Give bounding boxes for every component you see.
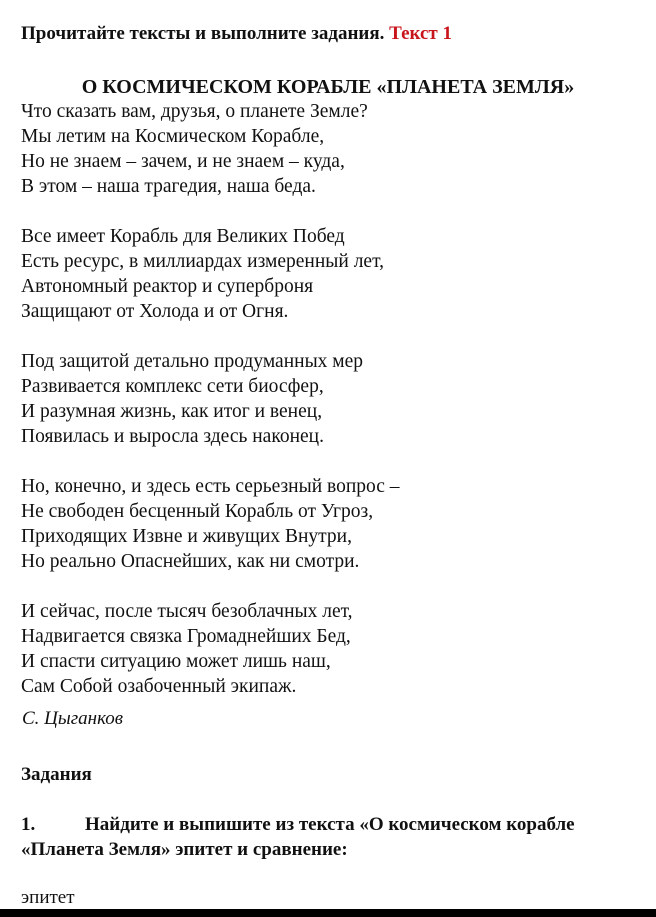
text-label: Текст 1 — [389, 23, 452, 44]
answer-label-epithet: эпитет — [21, 887, 75, 908]
stanza — [21, 599, 400, 699]
task-text-line-2: «Планета Земля» эпитет и сравнение: — [21, 839, 348, 860]
poem-line: Защищают от Холода и от Огня. — [21, 301, 289, 322]
instruction-header — [21, 23, 452, 45]
poem-line: Но, конечно, и здесь есть серьезный вопрос – — [21, 476, 400, 497]
poem-line: Мы летим на Космическом Корабле, — [21, 126, 325, 147]
poem-line: Надвигается связка Громаднейших Бед, — [21, 626, 351, 647]
poem-line: Но реально Опаснейших, как ни смотри. — [21, 551, 360, 572]
instruction-text: Прочитайте тексты и выполните задания. — [21, 23, 385, 44]
poem-author: С. Цыганков — [22, 708, 124, 729]
stanza — [21, 99, 400, 199]
poem-body — [21, 99, 400, 724]
poem-line: И разумная жизнь, как итог и венец, — [21, 401, 323, 422]
task-text-line-1: Найдите и выпишите из текста «О космическом корабле — [85, 814, 575, 835]
poem-line: Есть ресурс, в миллиардах измеренный лет, — [21, 251, 385, 272]
task-number: 1. — [21, 814, 36, 835]
tasks-heading: Задания — [21, 764, 92, 785]
poem-line: Автономный реактор и суперброня — [21, 276, 314, 297]
poem-line: Под защитой детально продуманных мер — [21, 351, 364, 372]
poem-line: И спасти ситуацию может лишь наш, — [21, 651, 331, 672]
stanza — [21, 349, 400, 449]
poem-line: Сам Собой озабоченный экипаж. — [21, 676, 297, 697]
poem-line: Не свободен бесценный Корабль от Угроз, — [21, 501, 374, 522]
poem-line: Все имеет Корабль для Великих Побед — [21, 226, 345, 247]
poem-line: Появилась и выросла здесь наконец. — [21, 426, 324, 447]
poem-line: И сейчас, после тысяч безоблачных лет, — [21, 601, 353, 622]
poem-line: В этом – наша трагедия, наша беда. — [21, 176, 316, 197]
stanza — [21, 224, 400, 324]
poem-title: О КОСМИЧЕСКОМ КОРАБЛЕ «ПЛАНЕТА ЗЕМЛЯ» — [81, 76, 575, 98]
poem-line: Развивается комплекс сети биосфер, — [21, 376, 324, 397]
poem-line: Но не знаем – зачем, и не знаем – куда, — [21, 151, 345, 172]
bottom-edge-bar — [0, 909, 656, 917]
poem-line: Приходящих Извне и живущих Внутри, — [21, 526, 352, 547]
stanza — [21, 474, 400, 574]
poem-line: Что сказать вам, друзья, о планете Земле? — [21, 101, 368, 122]
